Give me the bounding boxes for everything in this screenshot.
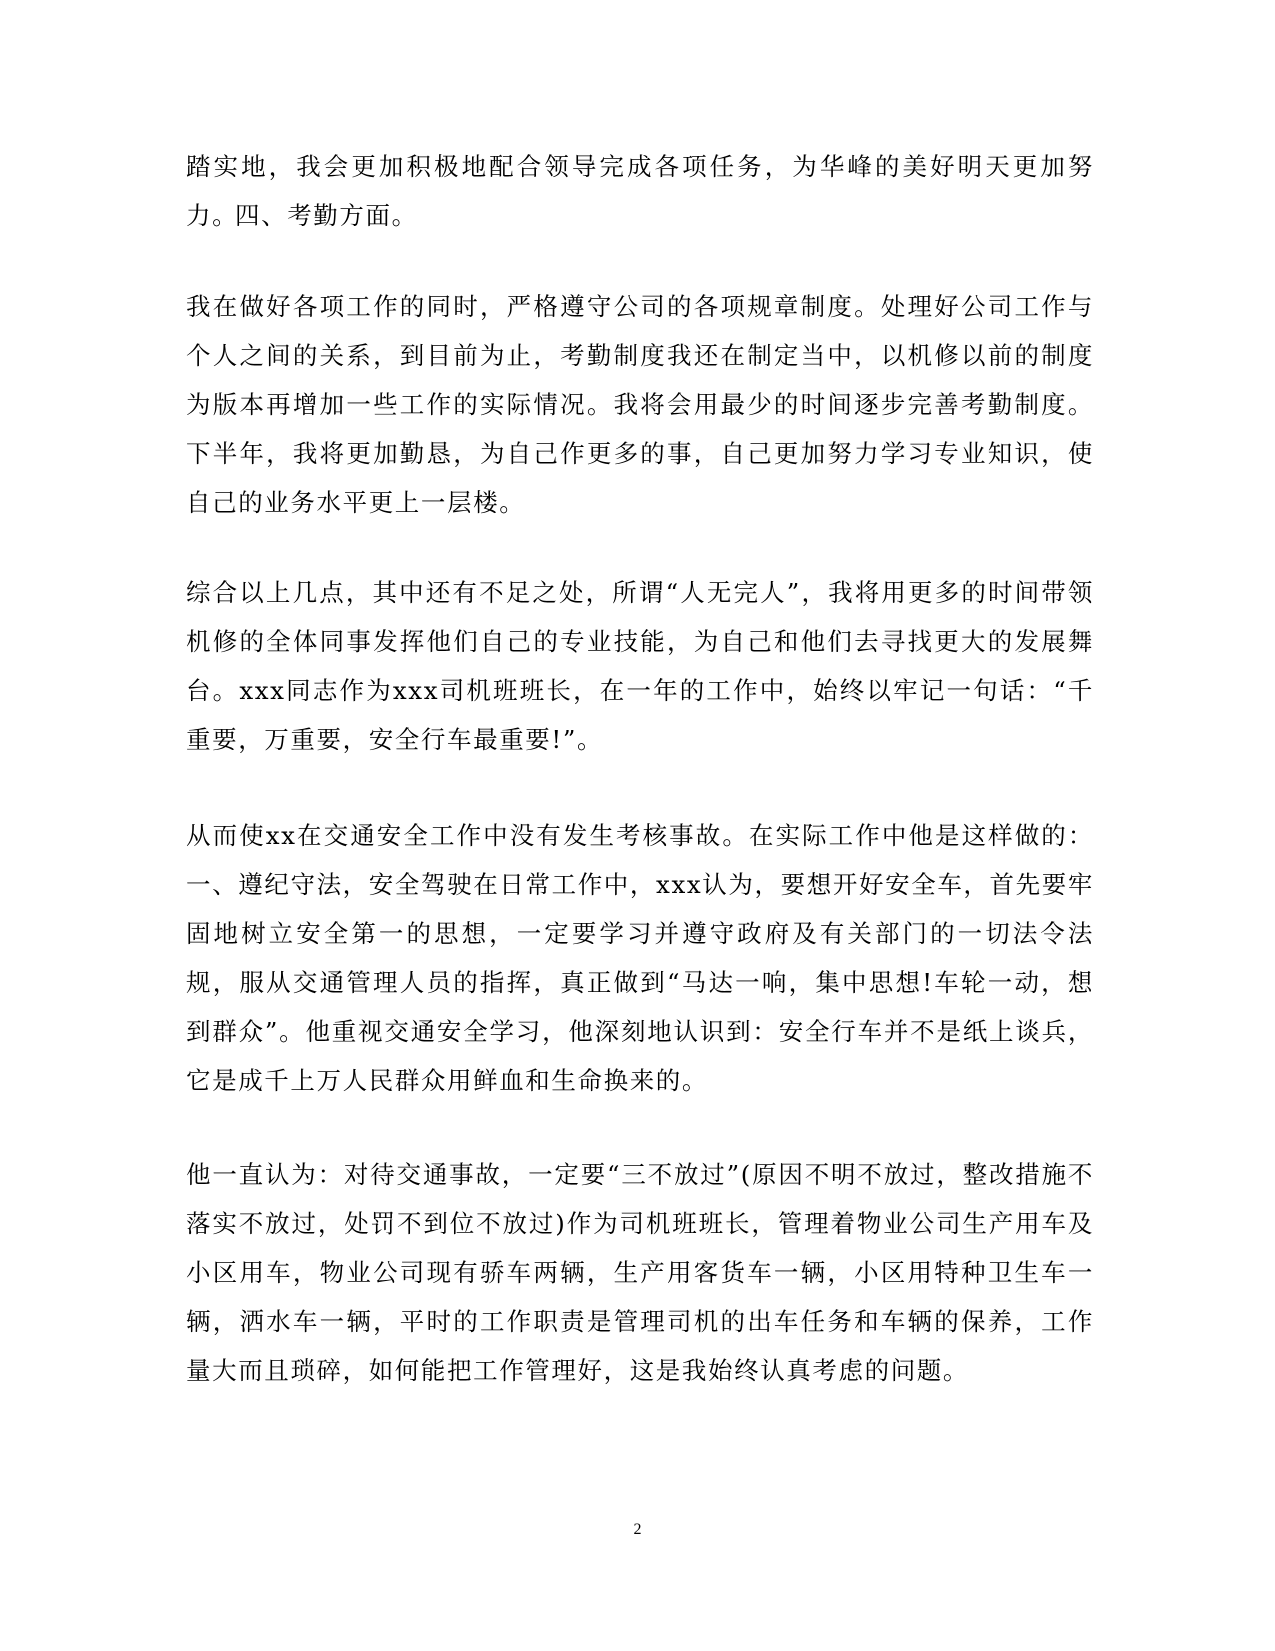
section-heading-attendance: 四、考勤方面。 [235, 201, 418, 230]
paragraph-driver-team: 他一直认为：对待交通事故，一定要“三不放过”(原因不明不放过，整改措施不落实不放过，处罚不到位不放过)作为司机班班长，管理着物业公司生产用车及小区用车，物业公司现有骄车两辆，生产用客货车一辆，小区用特种卫生车一辆，洒水车一辆，平时的工作职责是管理司机的出车任务和车辆的保养，工作量大而且琐碎，如何能把工作管理好，这是我始终认真考虑的问题。 [186, 1160, 1094, 1385]
paragraph-attendance: 我在做好各项工作的同时，严格遵守公司的各项规章制度。处理好公司工作与个人之间的关系，到目前为止，考勤制度我还在制定当中，以机修以前的制度为版本再增加一些工作的实际情况。我将会用最少的时间逐步完善考勤制度。下半年，我将更加勤恳，为自己作更多的事，自己更加努力学习专业知识，使自己的业务水平更上一层楼。 [186, 292, 1094, 517]
paragraph-summary: 综合以上几点，其中还有不足之处，所谓“人无完人”，我将用更多的时间带领机修的全体同事发挥他们自己的专业技能，为自己和他们去寻找更大的发展舞台。xxx同志作为xxx司机班班长，在一年的工作中，始终以牢记一句话：“千重要，万重要，安全行车最重要!”。 [186, 578, 1094, 754]
paragraph-traffic-safety: 从而使xx在交通安全工作中没有发生考核事故。在实际工作中他是这样做的：一、遵纪守法，安全驾驶在日常工作中，xxx认为，要想开好安全车，首先要牢固地树立安全第一的思想，一定要学习并遵守政府及有关部门的一切法令法规，服从交通管理人员的指挥，真正做到“马达一响，集中思想!车轮一动，想到群众”。他重视交通安全学习，他深刻地认识到：安全行车并不是纸上谈兵，它是成千上万人民群众用鲜血和生命换来的。 [186, 821, 1094, 1095]
page-number: 2 [633, 1521, 642, 1538]
paragraph-continuation: 踏实地，我会更加积极地配合领导完成各项任务，为华峰的美好明天更加努力。 [186, 152, 1094, 230]
